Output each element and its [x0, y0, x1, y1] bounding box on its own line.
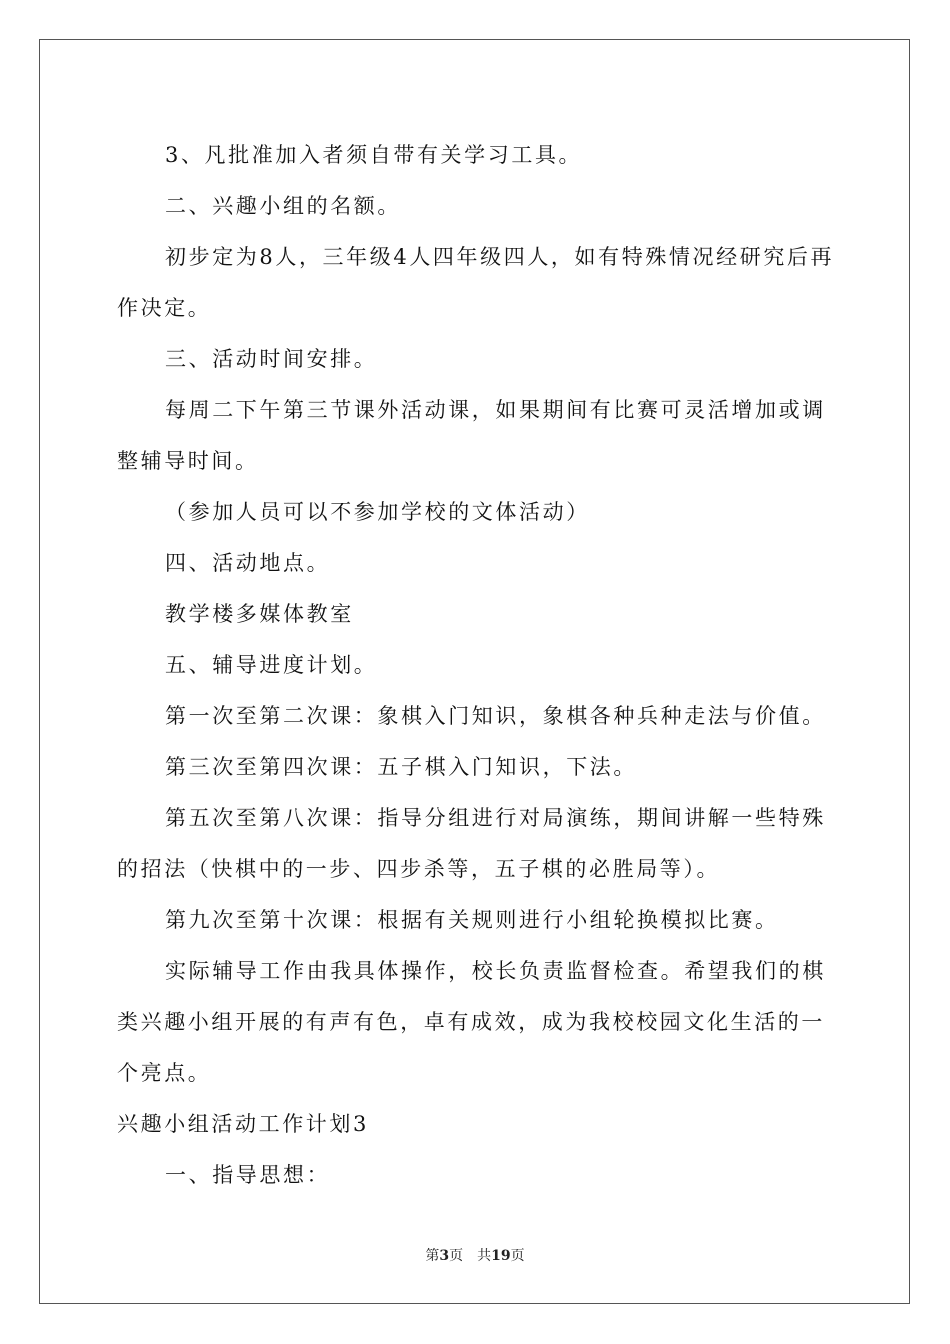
footer-prefix: 第 [425, 1248, 440, 1264]
paragraph: 第九次至第十次课：根据有关规则进行小组轮换模拟比赛。 [165, 908, 779, 932]
paragraph: 教学楼多媒体教室 [165, 602, 354, 626]
paragraph: 3、凡批准加入者须自带有关学习工具。 [165, 143, 583, 167]
section-heading: 二、兴趣小组的名额。 [165, 194, 401, 218]
section-heading: 四、活动地点。 [165, 551, 331, 575]
paragraph: 每周二下午第三节课外活动课，如果期间有比赛可灵活增加或调整辅导时间。 [117, 398, 826, 473]
paragraph: 第三次至第四次课：五子棋入门知识，下法。 [165, 755, 637, 779]
footer-total-pages: 19 [491, 1248, 511, 1264]
paragraph: （参加人员可以不参加学校的文体活动） [165, 500, 590, 524]
paragraph: 第五次至第八次课：指导分组进行对局演练，期间讲解一些特殊的招法（快棋中的一步、四步杀等，五子棋的必胜局等）。 [117, 806, 826, 881]
section-heading: 三、活动时间安排。 [165, 347, 378, 371]
paragraph: 实际辅导工作由我具体操作，校长负责监督检查。希望我们的棋类兴趣小组开展的有声有色，卓有成效，成为我校校园文化生活的一个亮点。 [117, 959, 826, 1085]
footer-mid: 页 共 [449, 1248, 492, 1264]
paragraph: 初步定为8人，三年级4人四年级四人，如有特殊情况经研究后再作决定。 [117, 245, 835, 320]
section-heading: 一、指导思想： [165, 1163, 331, 1187]
section-heading: 五、辅导进度计划。 [165, 653, 378, 677]
footer-page-number: 3 [439, 1248, 450, 1264]
paragraph: 第一次至第二次课：象棋入门知识，象棋各种兵种走法与价值。 [165, 704, 826, 728]
footer-suffix: 页 [510, 1248, 525, 1264]
document-body [117, 130, 837, 1201]
page-footer [0, 1245, 950, 1265]
document-title: 兴趣小组活动工作计划3 [117, 1112, 369, 1136]
